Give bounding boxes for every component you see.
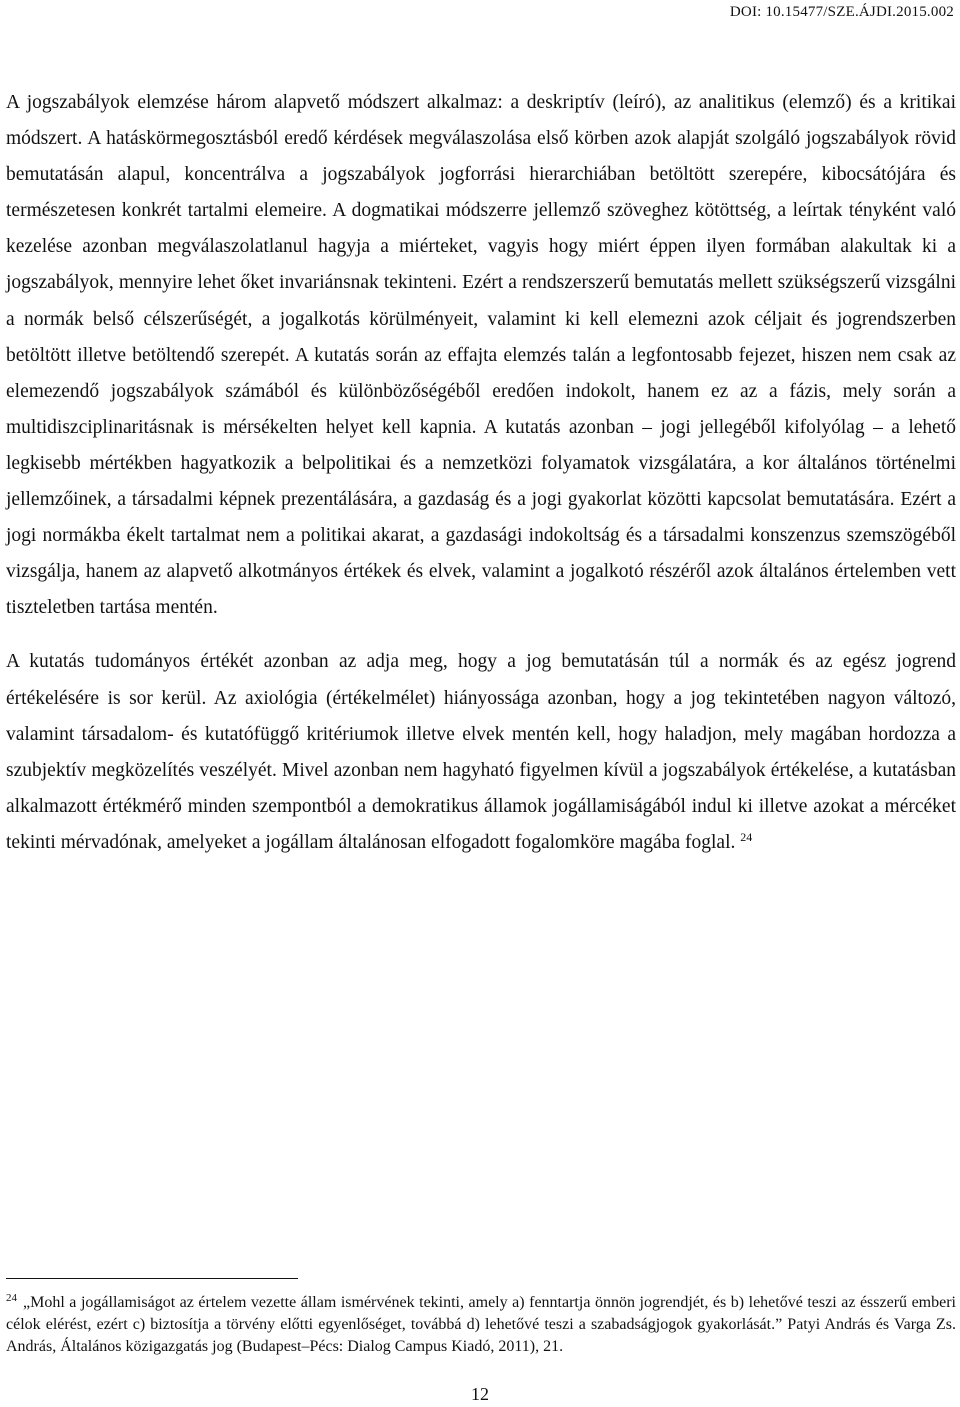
doi-header: DOI: 10.15477/SZE.ÁJDI.2015.002 (729, 4, 954, 20)
page-number: 12 (471, 1384, 489, 1404)
main-text (6, 85, 956, 861)
footnote (6, 1292, 956, 1358)
paragraph-1: A jogszabályok elemzése három alapvető módszert alkalmaz: a deskriptív (leíró), az analitikus (elemző) és a kritikai módszert. A hatáskörmegosztásból eredő kérdések megválaszolása első körben azok alapját szolgáló jogszabályok rövid bemutatásán alapul, koncentrálva a jogszabályok jogforrási hierarchiában betöltött szerepére, kibocsátójára és természetesen konkrét tartalmi elemeire. A dogmatikai módszerre jellemző szöveghez kötöttség, a leírtak tényként való kezelése azonban megválaszolatlanul hagyja a miérteket, vagyis hogy miért éppen ilyen formában alakultak ki a jogszabályok, mennyire lehet őket invariánsnak tekinteni. Ezért a rendszerszerű bemutatás mellett szükségszerű vizsgálni a normák belső célszerűségét, a jogalkotás körülményeit, valamint ki kell elemezni azok céljait és jogrendszerben betöltött illetve betöltendő szerepét. A kutatás során az effajta elemzés talán a legfontosabb fejezet, hiszen nem csak az elemezendő jogszabályok számából és különbözőségéből eredően indokolt, hanem ez az a fázis, mely során a multidiszciplinaritásnak is mérsékelten helyet kell kapnia. A kutatás azonban ‒ jogi jellegéből kifolyólag ‒ a lehető legkisebb mértékben hagyatkozik a belpolitikai és a nemzetközi folyamatok vizsgálatára, a kor általános történelmi jellemzőinek, a társadalmi képnek prezentálására, a gazdaság és a jogi gyakorlat közötti kapcsolat bemutatására. Ezért a jogi normákba ékelt tartalmat nem a politikai akarat, a gazdasági indokoltság és a társadalmi konszenzus szemszögéből vizsgálja, hanem az alapvető alkotmányos értékek és elvek, valamint a jogalkotó részéről azok általános értelemben vett tiszteletben tartása mentén. (6, 92, 956, 619)
paragraph-2-text: A kutatás tudományos értékét azonban az adja meg, hogy a jog bemutatásán túl a normák és az egész jogrend értékelésére is sor kerül. Az axiológia (értékelmélet) hiányossága azonban, hogy a jog tekintetében nagyon változó, valamint társadalom- és kutatófüggő kritériumok illetve elvek mentén kell, hogy haladjon, mely magában hordozza a szubjektív megközelítés veszélyét. Mivel azonban nem hagyható figyelmen kívül a jogszabályok értékelése, a kutatásban alkalmazott értékmérő minden szempontból a demokratikus államok jogállamiságából indul ki illetve azokat a mércéket tekinti mérvadónak, amelyeket a jogállam általánosan elfogadott fogalomköre magába foglal. (6, 651, 956, 853)
paragraph-2 (6, 644, 956, 861)
footnote-text: „Mohl a jogállamiságot az értelem vezette állam ismérvének tekinti, amely a) fenntartja önnön jogrendjét, és b) lehetővé teszi az ésszerű emberi célok elérést, ezért c) biztosítja a törvény előtti egyenlőséget, továbbá d) lehetővé teszi a szabadságjogok gyakorlását.” Patyi András és Varga Zs. András, Általános közigazgatás jog (Budapest‒Pécs: Dialog Campus Kiadó, 2011), 21. (6, 1294, 956, 1355)
footnote-number: 24 (6, 1292, 17, 1304)
footnote-separator (6, 1278, 298, 1279)
footnote-reference[interactable]: 24 (740, 829, 753, 844)
